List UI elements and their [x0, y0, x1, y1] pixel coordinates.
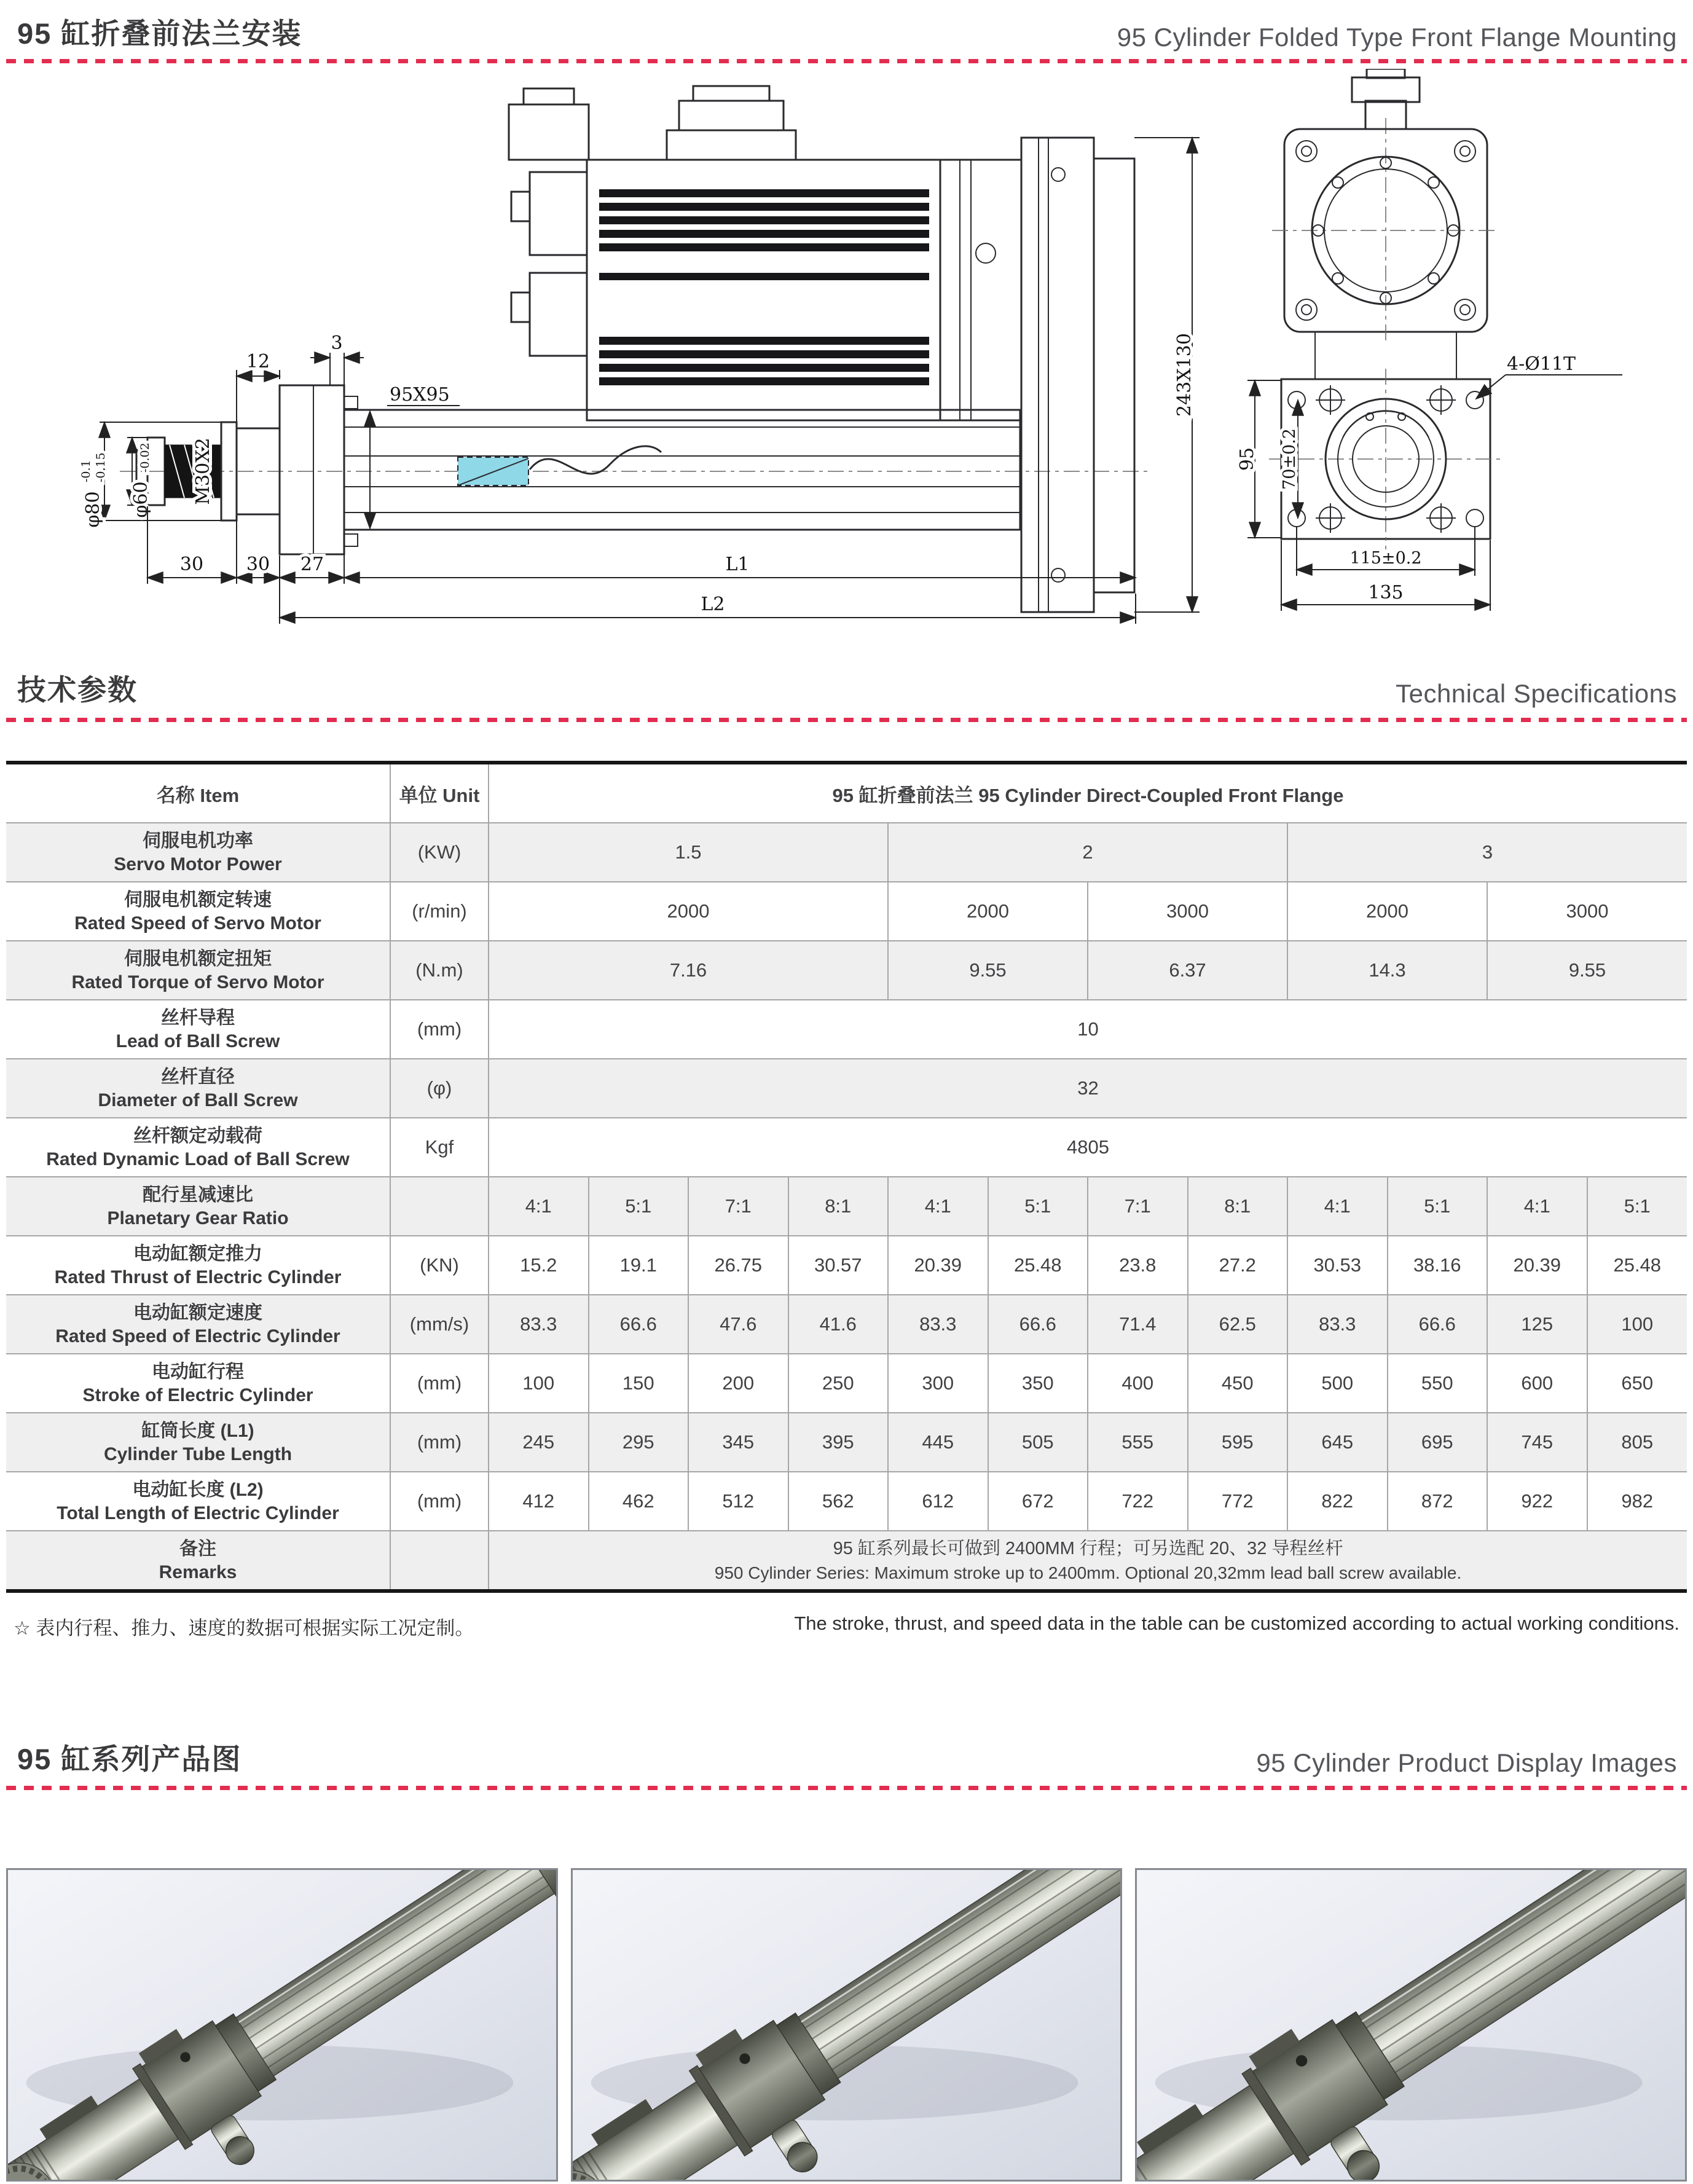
spec-value: 14.3 — [1287, 941, 1487, 1000]
side-view-drawing — [79, 86, 1200, 624]
row-unit: (mm) — [390, 1354, 489, 1413]
row-label-cn: 备注 — [179, 1538, 216, 1559]
spec-value: 595 — [1188, 1413, 1288, 1472]
row-label-en: Rated Speed of Electric Cylinder — [55, 1326, 340, 1346]
row-label-cn: 电动缸额定推力 — [133, 1243, 262, 1264]
product-image-1 — [6, 1868, 558, 2182]
col-header-series: 95 缸折叠前法兰 95 Cylinder Direct-Coupled Front Flange — [489, 763, 1687, 823]
spec-value: 71.4 — [1088, 1295, 1188, 1354]
dim-label-135: 135 — [1368, 582, 1404, 603]
spec-row — [6, 1295, 1687, 1354]
spec-value: 100 — [489, 1354, 589, 1413]
row-label-en: Cylinder Tube Length — [103, 1444, 293, 1464]
spec-value: 4:1 — [1287, 1177, 1388, 1236]
dim-label-dia80: φ80 — [82, 491, 104, 528]
spec-row — [6, 1413, 1687, 1472]
red-dashed-rule — [6, 1786, 1687, 1790]
row-label — [6, 1000, 390, 1059]
spec-row — [6, 1059, 1687, 1118]
row-unit: Kgf — [390, 1118, 489, 1177]
page-title-en: 95 Cylinder Folded Type Front Flange Mounting — [1117, 23, 1677, 52]
spec-value: 600 — [1487, 1354, 1587, 1413]
spec-value: 445 — [888, 1413, 988, 1472]
spec-row — [6, 1000, 1687, 1059]
spec-header-row — [6, 763, 1687, 823]
technical-drawing — [0, 69, 1693, 654]
spec-value: 26.75 — [688, 1236, 788, 1295]
row-label-en: Stroke of Electric Cylinder — [82, 1385, 313, 1405]
spec-value: 20.39 — [1487, 1236, 1587, 1295]
row-label — [6, 1531, 390, 1591]
spec-value: 4:1 — [888, 1177, 988, 1236]
row-label — [6, 941, 390, 1000]
spec-row — [6, 823, 1687, 882]
spec-value: 345 — [688, 1413, 788, 1472]
row-label-cn: 电动缸行程 — [152, 1361, 244, 1382]
product-image-2 — [571, 1868, 1123, 2182]
motor-front-view — [1272, 69, 1499, 379]
spec-value: 4805 — [489, 1118, 1687, 1177]
row-label-en: Rated Thrust of Electric Cylinder — [54, 1267, 342, 1287]
remarks-cell — [489, 1531, 1687, 1591]
row-label — [6, 823, 390, 882]
dim-label-70: 70±0.2 — [1280, 428, 1299, 490]
products-title-cn: 95 缸系列产品图 — [17, 1743, 242, 1775]
flange-front-view — [1236, 353, 1622, 611]
row-label-en: Lead of Ball Screw — [116, 1031, 280, 1051]
row-label-en: Planetary Gear Ratio — [107, 1208, 289, 1228]
spec-value: 2000 — [489, 882, 888, 941]
spec-value: 15.2 — [489, 1236, 589, 1295]
row-label — [6, 1295, 390, 1354]
spec-value: 8:1 — [788, 1177, 889, 1236]
spec-value: 9.55 — [1487, 941, 1687, 1000]
row-unit: (mm) — [390, 1413, 489, 1472]
product-image-row — [6, 1868, 1687, 2182]
spec-value: 66.6 — [589, 1295, 689, 1354]
remark-line-en: 950 Cylinder Series: Maximum stroke up to 2400mm. Optional 20,32mm lead ball screw available. — [714, 1563, 1462, 1583]
spec-value: 25.48 — [1587, 1236, 1687, 1295]
row-label-en: Remarks — [159, 1561, 237, 1582]
spec-value: 66.6 — [988, 1295, 1088, 1354]
dim-label-l1: L1 — [725, 554, 750, 575]
spec-value: 7.16 — [489, 941, 888, 1000]
dim-label-l2: L2 — [701, 594, 725, 615]
spec-value: 300 — [888, 1354, 988, 1413]
products-section-header — [17, 1737, 1677, 1778]
spec-row — [6, 1472, 1687, 1531]
spec-value: 66.6 — [1388, 1295, 1488, 1354]
row-label — [6, 1236, 390, 1295]
row-label-cn: 伺服电机额定扭矩 — [124, 948, 272, 969]
row-label — [6, 1118, 390, 1177]
row-label-en: Diameter of Ball Screw — [98, 1090, 298, 1110]
spec-value: 650 — [1587, 1354, 1687, 1413]
row-label-cn: 电动缸长度 (L2) — [132, 1479, 264, 1500]
footnote-en: The stroke, thrust, and speed data in the table can be customized according to actual working conditions. — [794, 1612, 1679, 1634]
spec-value: 2 — [888, 823, 1287, 882]
row-label — [6, 1177, 390, 1236]
row-unit: (KN) — [390, 1236, 489, 1295]
spec-value: 83.3 — [888, 1295, 988, 1354]
spec-value: 562 — [788, 1472, 889, 1531]
dim-label-thread: M30X2 — [192, 438, 214, 505]
remark-line-cn: 95 缸系列最长可做到 2400MM 行程；可另选配 20、32 导程丝杆 — [833, 1539, 1343, 1559]
table-footnote — [14, 1612, 1679, 1640]
spec-value: 5:1 — [589, 1177, 689, 1236]
spec-value: 395 — [788, 1413, 889, 1472]
red-dashed-rule — [6, 59, 1687, 63]
specs-section-header — [17, 667, 1677, 709]
spec-value: 5:1 — [1388, 1177, 1488, 1236]
spec-value: 645 — [1287, 1413, 1388, 1472]
product-image-svg — [573, 1870, 1121, 2180]
spec-value: 20.39 — [888, 1236, 988, 1295]
dim-label-30a: 30 — [179, 554, 204, 575]
col-header-unit: 单位 Unit — [390, 763, 489, 823]
row-label — [6, 1354, 390, 1413]
spec-value: 462 — [589, 1472, 689, 1531]
spec-value: 400 — [1088, 1354, 1188, 1413]
spec-row — [6, 1177, 1687, 1236]
spec-value: 350 — [988, 1354, 1088, 1413]
spec-value: 1.5 — [489, 823, 888, 882]
spec-value: 922 — [1487, 1472, 1587, 1531]
row-unit: (φ) — [390, 1059, 489, 1118]
dim-label-12: 12 — [246, 351, 270, 372]
product-image-svg — [1137, 1870, 1685, 2180]
spec-value: 38.16 — [1388, 1236, 1488, 1295]
dim-label-dia80-hi: -0.1 — [79, 460, 93, 482]
spec-row — [6, 941, 1687, 1000]
spec-value: 200 — [688, 1354, 788, 1413]
row-unit: (KW) — [390, 823, 489, 882]
row-label — [6, 1059, 390, 1118]
spec-value: 9.55 — [888, 941, 1088, 1000]
spec-value: 150 — [589, 1354, 689, 1413]
spec-value: 695 — [1388, 1413, 1488, 1472]
page-header — [17, 11, 1677, 52]
row-unit: (N.m) — [390, 941, 489, 1000]
spec-value: 4:1 — [1487, 1177, 1587, 1236]
spec-value: 30.57 — [788, 1236, 889, 1295]
row-label-cn: 缸筒长度 (L1) — [141, 1420, 254, 1441]
row-label-en: Total Length of Electric Cylinder — [57, 1502, 339, 1523]
dim-label-holes: 4-Ø11T — [1507, 353, 1576, 375]
spec-value: 47.6 — [688, 1295, 788, 1354]
spec-table — [6, 761, 1687, 1593]
spec-table-wrap — [6, 761, 1687, 1593]
footnote-cn: ☆ 表内行程、推力、速度的数据可根据实际工况定制。 — [14, 1617, 474, 1639]
row-label-en: Rated Speed of Servo Motor — [74, 913, 321, 933]
spec-value: 872 — [1388, 1472, 1488, 1531]
product-image-3 — [1135, 1868, 1687, 2182]
spec-value: 550 — [1388, 1354, 1488, 1413]
spec-value: 83.3 — [1287, 1295, 1388, 1354]
row-unit — [390, 1177, 489, 1236]
spec-value: 3000 — [1088, 882, 1287, 941]
row-unit: (mm) — [390, 1000, 489, 1059]
spec-value: 555 — [1088, 1413, 1188, 1472]
spec-value: 6.37 — [1088, 941, 1287, 1000]
spec-value: 745 — [1487, 1413, 1587, 1472]
spec-value: 722 — [1088, 1472, 1188, 1531]
specs-title-cn: 技术参数 — [17, 674, 138, 706]
row-unit: (mm/s) — [390, 1295, 489, 1354]
spec-value: 450 — [1188, 1354, 1288, 1413]
spec-row — [6, 882, 1687, 941]
spec-value: 295 — [589, 1413, 689, 1472]
spec-value: 4:1 — [489, 1177, 589, 1236]
spec-value: 2000 — [1287, 882, 1487, 941]
row-label-cn: 电动缸额定速度 — [133, 1302, 262, 1323]
row-label — [6, 1413, 390, 1472]
spec-value: 412 — [489, 1472, 589, 1531]
spec-value: 7:1 — [1088, 1177, 1188, 1236]
spec-value: 83.3 — [489, 1295, 589, 1354]
spec-value: 250 — [788, 1354, 889, 1413]
product-image-svg — [8, 1870, 556, 2180]
red-dashed-rule — [6, 718, 1687, 722]
dim-label-dia60: φ60 — [130, 481, 152, 518]
spec-value: 30.53 — [1287, 1236, 1388, 1295]
row-label-cn: 丝杆额定动载荷 — [133, 1125, 262, 1146]
dim-label-dia80-lo: -0.15 — [94, 452, 108, 482]
row-label-en: Rated Dynamic Load of Ball Screw — [46, 1149, 350, 1169]
spec-row — [6, 1118, 1687, 1177]
spec-value: 32 — [489, 1059, 1687, 1118]
spec-row — [6, 1531, 1687, 1591]
dim-label-30b: 30 — [246, 554, 270, 575]
dim-label-243x130: 243X130 — [1174, 333, 1195, 417]
spec-row — [6, 1354, 1687, 1413]
spec-value: 512 — [688, 1472, 788, 1531]
spec-value: 100 — [1587, 1295, 1687, 1354]
row-unit: (mm) — [390, 1472, 489, 1531]
spec-value: 612 — [888, 1472, 988, 1531]
dim-label-95: 95 — [1236, 447, 1258, 471]
row-label-cn: 伺服电机功率 — [143, 830, 253, 851]
dim-label-115: 115±0.2 — [1349, 549, 1422, 568]
spec-value: 3 — [1287, 823, 1687, 882]
spec-value: 25.48 — [988, 1236, 1088, 1295]
spec-table-body — [6, 823, 1687, 1591]
row-label — [6, 1472, 390, 1531]
spec-value: 805 — [1587, 1413, 1687, 1472]
spec-value: 505 — [988, 1413, 1088, 1472]
spec-value: 822 — [1287, 1472, 1388, 1531]
dim-label-dia60-tol: -0.02 — [138, 442, 152, 473]
row-label — [6, 882, 390, 941]
row-unit — [390, 1531, 489, 1591]
spec-value: 7:1 — [688, 1177, 788, 1236]
spec-value: 5:1 — [988, 1177, 1088, 1236]
spec-value: 500 — [1287, 1354, 1388, 1413]
spec-value: 19.1 — [589, 1236, 689, 1295]
spec-value: 27.2 — [1188, 1236, 1288, 1295]
dim-label-27: 27 — [300, 554, 324, 575]
dim-label-95x95: 95X95 — [390, 384, 450, 406]
spec-value: 2000 — [888, 882, 1088, 941]
spec-value: 10 — [489, 1000, 1687, 1059]
spec-row — [6, 1236, 1687, 1295]
col-header-item: 名称 Item — [6, 763, 390, 823]
row-label-en: Rated Torque of Servo Motor — [71, 972, 324, 992]
spec-value: 3000 — [1487, 882, 1687, 941]
products-title-en: 95 Cylinder Product Display Images — [1256, 1748, 1677, 1777]
row-label-en: Servo Motor Power — [114, 854, 282, 874]
row-label-cn: 伺服电机额定转速 — [124, 889, 272, 910]
spec-value: 23.8 — [1088, 1236, 1188, 1295]
row-label-cn: 丝杆直径 — [161, 1066, 235, 1087]
row-label-cn: 丝杆导程 — [161, 1007, 235, 1028]
page-title-cn: 95 缸折叠前法兰安装 — [17, 17, 302, 50]
spec-value: 982 — [1587, 1472, 1687, 1531]
specs-title-en: Technical Specifications — [1396, 679, 1677, 708]
spec-value: 41.6 — [788, 1295, 889, 1354]
row-label-cn: 配行星减速比 — [143, 1184, 253, 1205]
spec-value: 8:1 — [1188, 1177, 1288, 1236]
spec-value: 62.5 — [1188, 1295, 1288, 1354]
spec-value: 125 — [1487, 1295, 1587, 1354]
row-unit: (r/min) — [390, 882, 489, 941]
spec-value: 245 — [489, 1413, 589, 1472]
spec-value: 5:1 — [1587, 1177, 1687, 1236]
dim-label-3: 3 — [331, 332, 343, 354]
spec-value: 672 — [988, 1472, 1088, 1531]
spec-value: 772 — [1188, 1472, 1288, 1531]
